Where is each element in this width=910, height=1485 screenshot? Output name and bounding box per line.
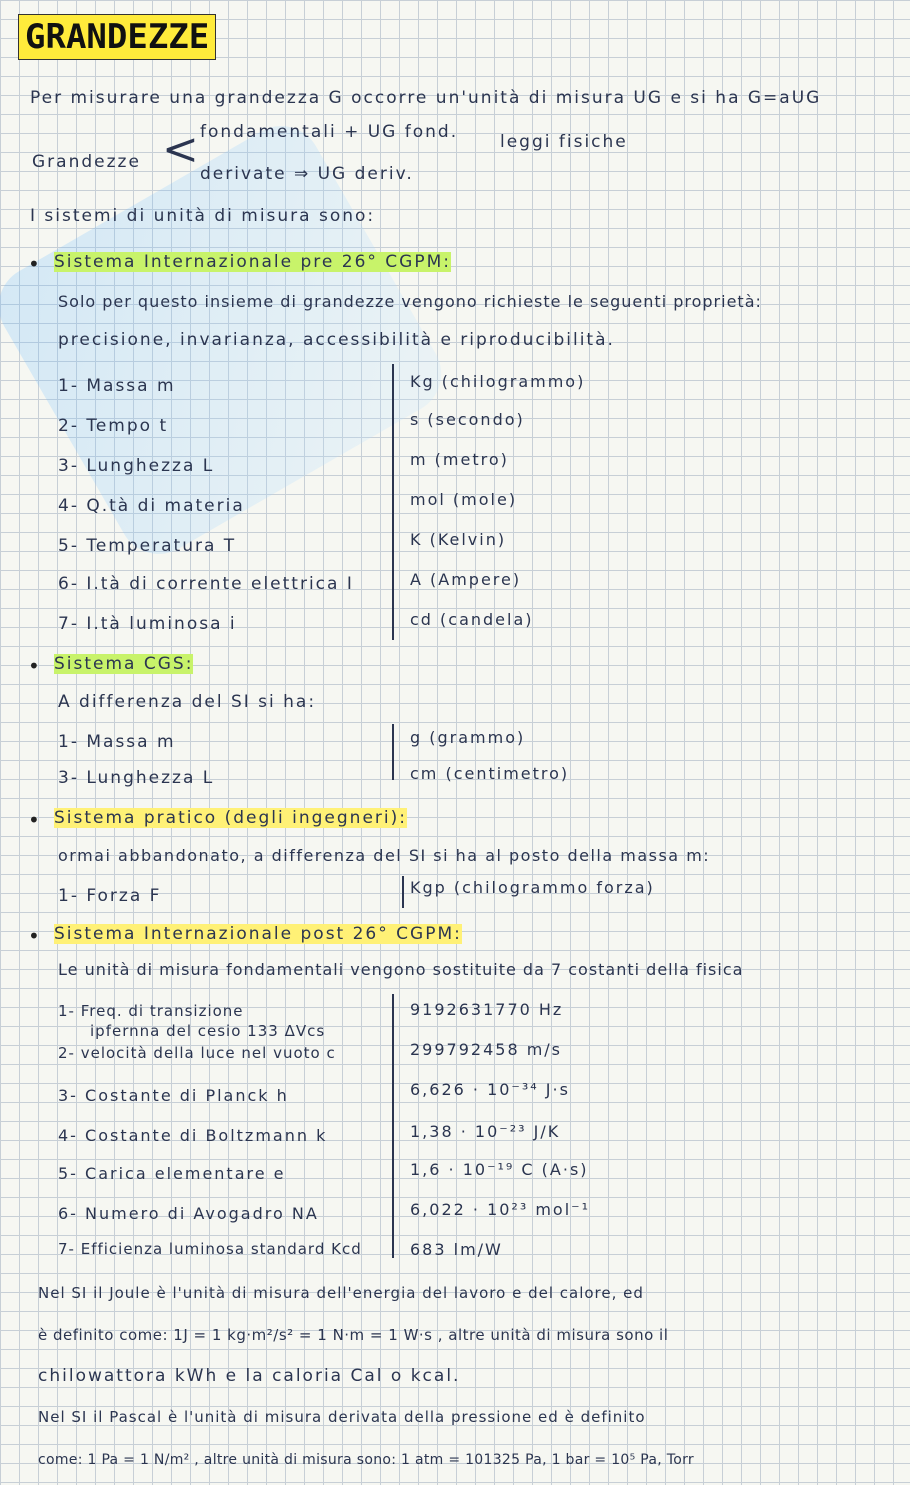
si-pre-u5: K (Kelvin): [410, 530, 507, 549]
si-post-u6: 6,022 · 10²³ mol⁻¹: [410, 1200, 591, 1219]
pascal-line1: Nel SI il Pascal è l'unità di misura derivata della pressione ed è definito: [38, 1408, 646, 1426]
si-pre-u4: mol (mole): [410, 490, 518, 509]
sistemi-intro: I sistemi di unità di misura sono:: [30, 206, 376, 226]
si-post-heading: Sistema Internazionale post 26° CGPM:: [54, 924, 462, 944]
cgs-divider: [392, 724, 394, 780]
si-post-q1b: ipfernna del cesio 133 ΔVcs: [90, 1022, 326, 1040]
si-pre-desc1: Solo per questo insieme di grandezze vengono richieste le seguenti proprietà:: [58, 292, 762, 311]
si-pre-u3: m (metro): [410, 450, 509, 469]
si-post-u3: 6,626 · 10⁻³⁴ J·s: [410, 1080, 570, 1099]
si-post-u2: 299792458 m/s: [410, 1040, 563, 1059]
pratico-divider: [402, 876, 404, 908]
intro-text: Per misurare una grandezza G occorre un'unità di misura UG e si ha G=aUG: [30, 88, 822, 108]
joule-line2: è definito come: 1J = 1 kg·m²/s² = 1 N·m = 1 W·s , altre unità di misura sono il: [38, 1326, 669, 1344]
pratico-u1: Kgp (chilogrammo forza): [410, 878, 655, 897]
si-pre-q1: 1- Massa m: [58, 376, 176, 396]
si-pre-q2: 2- Tempo t: [58, 416, 169, 436]
page-title: GRANDEZZE: [18, 14, 216, 60]
si-post-divider: [392, 994, 394, 1258]
si-post-q6: 6- Numero di Avogadro NA: [58, 1204, 319, 1223]
si-post-q1: 1- Freq. di transizione: [58, 1002, 244, 1020]
grandezze-derivate: derivate ⇒ UG deriv.: [200, 164, 414, 184]
joule-line1: Nel SI il Joule è l'unità di misura dell'energia del lavoro e del calore, ed: [38, 1284, 644, 1302]
si-pre-q6: 6- I.tà di corrente elettrica I: [58, 574, 354, 594]
si-pre-q4: 4- Q.tà di materia: [58, 496, 245, 516]
joule-line3: chilowattora kWh e la caloria Cal o kcal.: [38, 1366, 461, 1386]
si-post-u1: 9192631770 Hz: [410, 1000, 564, 1019]
cgs-u2: cm (centimetro): [410, 764, 570, 783]
grandezze-label: Grandezze: [32, 152, 141, 172]
si-post-q2: 2- velocità della luce nel vuoto c: [58, 1044, 336, 1062]
brace-symbol: <: [162, 124, 199, 175]
si-pre-q3: 3- Lunghezza L: [58, 456, 215, 476]
si-post-desc: Le unità di misura fondamentali vengono sostituite da 7 costanti della fisica: [58, 960, 744, 979]
grandezze-leggi: leggi fisiche: [500, 132, 628, 152]
si-post-q3: 3- Costante di Planck h: [58, 1086, 289, 1105]
si-post-u4: 1,38 · 10⁻²³ J/K: [410, 1122, 561, 1141]
pratico-heading: Sistema pratico (degli ingegneri):: [54, 808, 407, 828]
si-post-q5: 5- Carica elementare e: [58, 1164, 286, 1183]
si-pre-divider: [392, 364, 394, 640]
si-pre-heading: Sistema Internazionale pre 26° CGPM:: [54, 252, 451, 272]
si-pre-u7: cd (candela): [410, 610, 534, 629]
cgs-heading: Sistema CGS:: [54, 654, 194, 674]
si-pre-u1: Kg (chilogrammo): [410, 372, 586, 391]
bullet-si-pre: •: [28, 252, 40, 276]
cgs-u1: g (grammo): [410, 728, 526, 747]
cgs-q1: 1- Massa m: [58, 732, 176, 752]
si-post-q4: 4- Costante di Boltzmann k: [58, 1126, 328, 1145]
si-pre-q5: 5- Temperatura T: [58, 536, 237, 556]
grandezze-fondamentali: fondamentali + UG fond.: [200, 122, 459, 142]
cgs-desc: A differenza del SI si ha:: [58, 692, 317, 712]
pratico-q1: 1- Forza F: [58, 886, 162, 906]
si-pre-desc2: precisione, invarianza, accessibilità e riproducibilità.: [58, 330, 615, 350]
cgs-q2: 3- Lunghezza L: [58, 768, 215, 788]
si-post-u7: 683 lm/W: [410, 1240, 503, 1259]
pratico-desc: ormai abbandonato, a differenza del SI si ha al posto della massa m:: [58, 846, 711, 865]
bullet-cgs: •: [28, 654, 40, 678]
si-pre-q7: 7- I.tà luminosa i: [58, 614, 237, 634]
si-post-u5: 1,6 · 10⁻¹⁹ C (A·s): [410, 1160, 589, 1179]
si-pre-u6: A (Ampere): [410, 570, 522, 589]
bullet-si-post: •: [28, 924, 40, 948]
pascal-line2: come: 1 Pa = 1 N/m² , altre unità di misura sono: 1 atm = 101325 Pa, 1 bar = 10⁵ Pa, Torr: [38, 1452, 694, 1468]
si-pre-u2: s (secondo): [410, 410, 525, 429]
si-post-q7: 7- Efficienza luminosa standard Kcd: [58, 1240, 362, 1258]
bullet-pratico: •: [28, 808, 40, 832]
